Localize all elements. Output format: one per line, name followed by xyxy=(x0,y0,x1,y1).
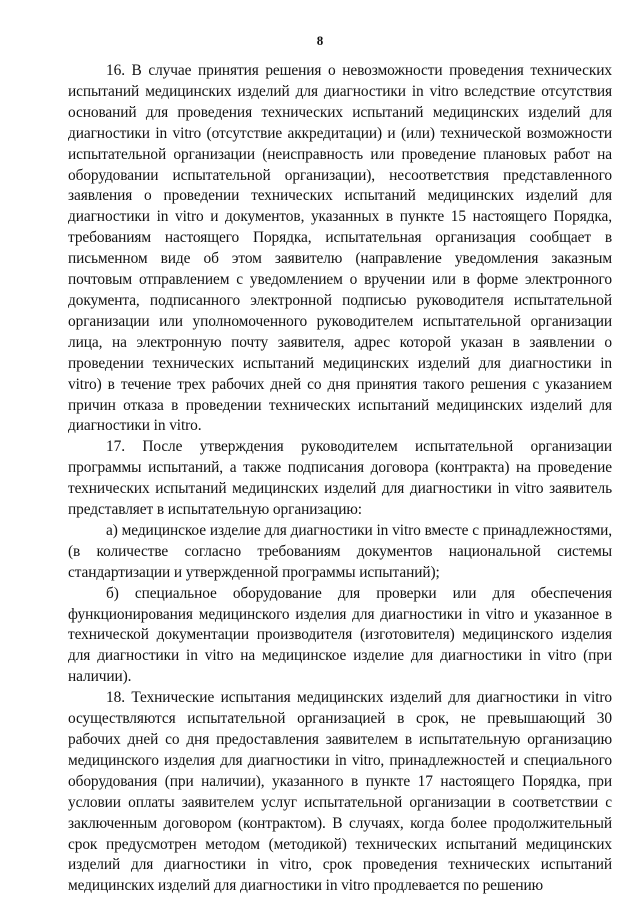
page-number: 8 xyxy=(316,33,324,48)
document-body xyxy=(68,61,612,897)
paragraph-17-item-a: а) медицинское изделие для диагностики in vitro вместе с принадлежностями, (в количестве согласно требованиям документов национальной системы стандартизации и утвержденной программы испытаний); xyxy=(68,521,612,581)
paragraph-18: 18. Технические испытания медицинских изделий для диагностики in vitro осуществляются испытательной организацией в срок, не превышающий 30 рабочих дней со дня предоставления заявителем в испытательную организацию медицинского изделия для диагностики in vitro, принадлежностей и специального оборудования (при наличии), указанного в пункте 17 настоящего Порядка, при условии оплаты заявителем услуг испытательной организации в соответствии с заключенным договором (контрактом). В случаях, когда более продолжительный срок предусмотрен методом (методикой) технических испытаний медицинских изделий для диагностики in vitro, срок проведения технических испытаний медицинских изделий для диагностики in vitro продлевается по решению xyxy=(68,689,612,895)
paragraph-17-item-b: б) специальное оборудование для проверки или для обеспечения функционирования медицинского изделия для диагностики in vitro и указанное в технической документации производителя (изготовителя) медицинского изделия для диагностики in vitro на медицинское изделие для диагностики in vitro (при наличии). xyxy=(68,584,612,686)
paragraph-16: 16. В случае принятия решения о невозможности проведения технических испытаний медицинских изделий для диагностики in vitro вследствие отсутствия оснований для проведения технических испытаний медицинских изделий для диагностики in vitro (отсутствие аккредитации) и (или) технической возможности испытательной организации (неисправность или проведение плановых работ на оборудовании испытательной организации), несоответствия представленного заявления о проведении технических испытаний медицинских изделий для диагностики in vitro и документов, указанных в пункте 15 настоящего Порядка, требованиям настоящего Порядка, испытательная организация сообщает в письменном виде об этом заявителю (направление уведомления заказным почтовым отправлением с уведомлением о вручении или в форме электронного документа, подписанного электронной подписью руководителя испытательной организации или уполномоченного руководителем испытательной организации лица, на электронную почту заявителя, адрес которой указан в заявлении о проведении технических испытаний медицинских изделий для диагностики in vitro) в течение трех рабочих дней со дня принятия такого решения с указанием причин отказа в проведении технических испытаний медицинских изделий для диагностики in vitro. xyxy=(68,62,612,435)
paragraph-17: 17. После утверждения руководителем испытательной организации программы испытаний, а также подписания договора (контракта) на проведение технических испытаний медицинских изделий для диагностики in vitro заявитель представляет в испытательную организацию: xyxy=(68,438,612,519)
